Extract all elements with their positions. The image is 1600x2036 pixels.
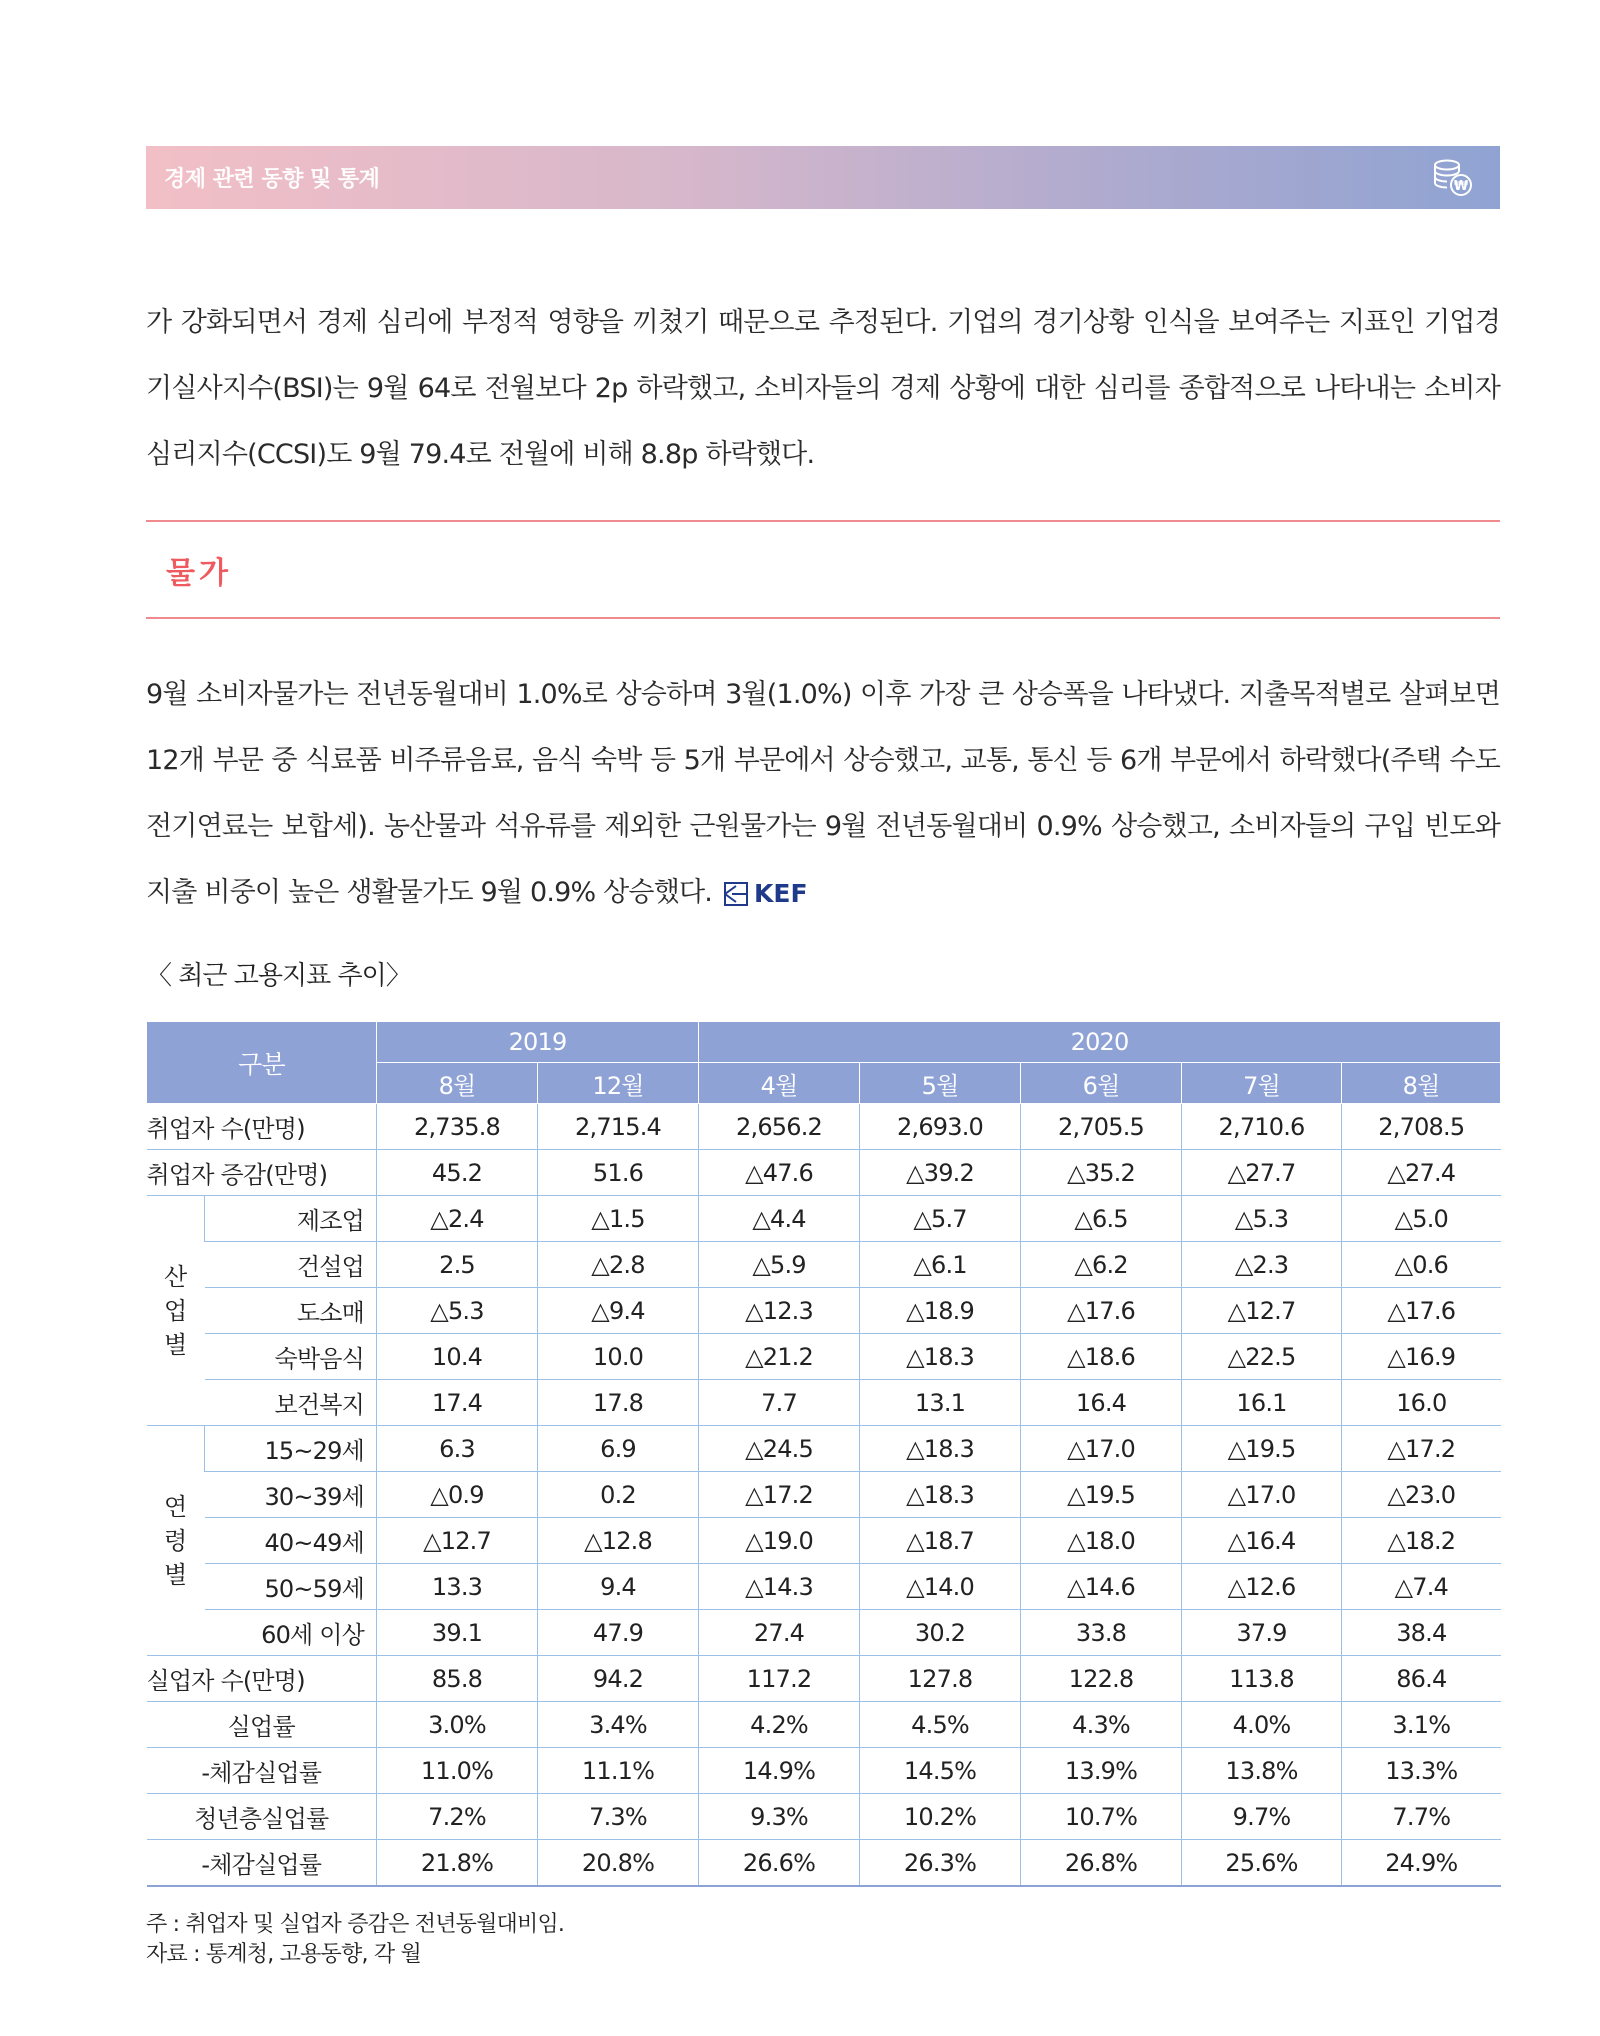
table-cell: △19.5 xyxy=(1021,1472,1182,1518)
price-paragraph-text: 9월 소비자물가는 전년동월대비 1.0%로 상승하며 3월(1.0%) 이후 가장 큰 상승폭을 나타냈다. 지출목적별로 살펴보면 12개 부문 중 식료품 비주류음료, 음식 숙박 등 5개 부문에서 상승했고, 교통, 통신 등 6개 부문에서 하락했다(주택 수도 전기연료는 보합세). 농산물과 석유류를 제외한 근원물가는 9월 전년동월대비 0.9% 상승했고, 소비자들의 구입 빈도와 지출 비중이 높은 생활물가도 9월 0.9% 상승했다. xyxy=(146,679,1500,908)
table-cell: △17.2 xyxy=(699,1472,860,1518)
table-cell: 113.8 xyxy=(1182,1656,1342,1702)
table-cell: 13.1 xyxy=(860,1380,1021,1426)
table-cell: 3.1% xyxy=(1342,1702,1501,1748)
table-cell: 9.3% xyxy=(699,1794,860,1840)
kef-logo-text: KEF xyxy=(754,878,808,908)
table-cell: 2,735.8 xyxy=(377,1104,538,1150)
table-cell: △39.2 xyxy=(860,1150,1021,1196)
table-row xyxy=(147,1702,1501,1748)
coin-stack-won-icon xyxy=(1432,158,1474,198)
table-cell: 17.8 xyxy=(538,1380,699,1426)
table-cell: △12.3 xyxy=(699,1288,860,1334)
table-cell: △4.4 xyxy=(699,1196,860,1242)
table-cell: △19.5 xyxy=(1182,1426,1342,1472)
table-cell: △27.4 xyxy=(1342,1150,1501,1196)
table-cell: △5.0 xyxy=(1342,1196,1501,1242)
price-paragraph xyxy=(146,662,1500,927)
table-cell: △21.2 xyxy=(699,1334,860,1380)
table-cell: 25.6% xyxy=(1182,1840,1342,1887)
table-cell: △0.6 xyxy=(1342,1242,1501,1288)
table-row xyxy=(147,1472,1501,1518)
table-cell: △12.7 xyxy=(377,1518,538,1564)
table-cell: 117.2 xyxy=(699,1656,860,1702)
table-cell: △16.4 xyxy=(1182,1518,1342,1564)
table-cell: 21.8% xyxy=(377,1840,538,1887)
table-cell: △12.6 xyxy=(1182,1564,1342,1610)
section-rule-top xyxy=(146,520,1500,522)
table-cell: 2,715.4 xyxy=(538,1104,699,1150)
table-row xyxy=(147,1656,1501,1702)
row-label: 50~59세 xyxy=(205,1564,377,1610)
table-cell: 7.7% xyxy=(1342,1794,1501,1840)
table-cell: 13.3% xyxy=(1342,1748,1501,1794)
table-cell: 4.2% xyxy=(699,1702,860,1748)
table-cell: △35.2 xyxy=(1021,1150,1182,1196)
table-cell: △14.0 xyxy=(860,1564,1021,1610)
intro-paragraph: 가 강화되면서 경제 심리에 부정적 영향을 끼쳤기 때문으로 추정된다. 기업의 경기상황 인식을 보여주는 지표인 기업경기실사지수(BSI)는 9월 64로 전월보다 2p 하락했고, 소비자들의 경제 상황에 대한 심리를 종합적으로 나타내는 소비자심리지수(CCSI)도 9월 79.4로 전월에 비해 8.8p 하락했다. xyxy=(146,307,1500,470)
table-cell: 37.9 xyxy=(1182,1610,1342,1656)
table-cell: △2.3 xyxy=(1182,1242,1342,1288)
table-cell: 17.4 xyxy=(377,1380,538,1426)
table-row xyxy=(147,1242,1501,1288)
table-cell: 13.8% xyxy=(1182,1748,1342,1794)
table-cell: 11.1% xyxy=(538,1748,699,1794)
table-cell: 47.9 xyxy=(538,1610,699,1656)
table-cell: 6.3 xyxy=(377,1426,538,1472)
table-cell: △18.9 xyxy=(860,1288,1021,1334)
table-title: 〈 최근 고용지표 추이〉 xyxy=(146,961,411,991)
table-cell: 27.4 xyxy=(699,1610,860,1656)
table-cell: 39.1 xyxy=(377,1610,538,1656)
table-cell: 30.2 xyxy=(860,1610,1021,1656)
group-label-age: 연 령 별 xyxy=(147,1426,205,1656)
table-cell: 10.7% xyxy=(1021,1794,1182,1840)
table-row xyxy=(147,1610,1501,1656)
table-cell: 14.9% xyxy=(699,1748,860,1794)
month-header: 12월 xyxy=(538,1063,699,1104)
table-cell: 4.3% xyxy=(1021,1702,1182,1748)
section-header-bar xyxy=(146,146,1500,209)
table-cell: △47.6 xyxy=(699,1150,860,1196)
table-cell: 6.9 xyxy=(538,1426,699,1472)
table-cell: 2,710.6 xyxy=(1182,1104,1342,1150)
table-cell: △22.5 xyxy=(1182,1334,1342,1380)
table-cell: 16.4 xyxy=(1021,1380,1182,1426)
row-label: 30~39세 xyxy=(205,1472,377,1518)
kef-logo-mark xyxy=(724,882,748,906)
table-row xyxy=(147,1840,1501,1887)
row-label: 청년층실업률 xyxy=(147,1794,377,1840)
table-cell: 2,656.2 xyxy=(699,1104,860,1150)
table-cell: △14.3 xyxy=(699,1564,860,1610)
table-cell: 7.7 xyxy=(699,1380,860,1426)
row-label: 도소매 xyxy=(205,1288,377,1334)
table-row xyxy=(147,1794,1501,1840)
header-title: 경제 관련 동향 및 통계 xyxy=(164,167,380,192)
row-label: 취업자 수(만명) xyxy=(147,1104,377,1150)
table-cell: △18.0 xyxy=(1021,1518,1182,1564)
table-cell: 122.8 xyxy=(1021,1656,1182,1702)
table-cell: 94.2 xyxy=(538,1656,699,1702)
table-cell: 2,705.5 xyxy=(1021,1104,1182,1150)
table-cell: 45.2 xyxy=(377,1150,538,1196)
table-cell: 20.8% xyxy=(538,1840,699,1887)
table-cell: 9.4 xyxy=(538,1564,699,1610)
row-label: 제조업 xyxy=(205,1196,377,1242)
table-cell: △5.7 xyxy=(860,1196,1021,1242)
table-cell: 2,693.0 xyxy=(860,1104,1021,1150)
kef-logo xyxy=(724,861,808,927)
month-header: 6월 xyxy=(1021,1063,1182,1104)
table-cell: △12.7 xyxy=(1182,1288,1342,1334)
table-cell: 3.4% xyxy=(538,1702,699,1748)
row-label: 15~29세 xyxy=(205,1426,377,1472)
table-cell: 4.5% xyxy=(860,1702,1021,1748)
table-cell: 9.7% xyxy=(1182,1794,1342,1840)
table-cell: △14.6 xyxy=(1021,1564,1182,1610)
table-cell: △12.8 xyxy=(538,1518,699,1564)
table-row xyxy=(147,1564,1501,1610)
table-cell: △19.0 xyxy=(699,1518,860,1564)
table-cell: 11.0% xyxy=(377,1748,538,1794)
table-cell: 10.2% xyxy=(860,1794,1021,1840)
table-cell: △2.8 xyxy=(538,1242,699,1288)
table-cell: △1.5 xyxy=(538,1196,699,1242)
month-header: 5월 xyxy=(860,1063,1021,1104)
month-header: 8월 xyxy=(377,1063,538,1104)
table-source: 자료 : 통계청, 고용동향, 각 월 xyxy=(146,1942,421,1967)
table-cell: △7.4 xyxy=(1342,1564,1501,1610)
year-header: 2019 xyxy=(377,1022,699,1063)
table-cell: △6.2 xyxy=(1021,1242,1182,1288)
table-cell: 51.6 xyxy=(538,1150,699,1196)
table-cell: △6.5 xyxy=(1021,1196,1182,1242)
table-cell: 26.8% xyxy=(1021,1840,1182,1887)
table-note: 주 : 취업자 및 실업자 증감은 전년동월대비임. xyxy=(146,1912,565,1937)
table-cell: 10.0 xyxy=(538,1334,699,1380)
svg-text:₩: ₩ xyxy=(1453,179,1469,194)
table-cell: △17.0 xyxy=(1182,1472,1342,1518)
row-label: 취업자 증감(만명) xyxy=(147,1150,377,1196)
row-label: 실업자 수(만명) xyxy=(147,1656,377,1702)
table-cell: 86.4 xyxy=(1342,1656,1501,1702)
table-cell: △9.4 xyxy=(538,1288,699,1334)
table-cell: 26.3% xyxy=(860,1840,1021,1887)
table-row xyxy=(147,1288,1501,1334)
row-label: -체감실업률 xyxy=(147,1748,377,1794)
table-cell: 13.9% xyxy=(1021,1748,1182,1794)
table-cell: 26.6% xyxy=(699,1840,860,1887)
row-label: 60세 이상 xyxy=(205,1610,377,1656)
table-cell: △18.3 xyxy=(860,1334,1021,1380)
table-cell: △6.1 xyxy=(860,1242,1021,1288)
table-cell: △5.9 xyxy=(699,1242,860,1288)
table-cell: △18.6 xyxy=(1021,1334,1182,1380)
month-header: 8월 xyxy=(1342,1063,1501,1104)
table-cell: 24.9% xyxy=(1342,1840,1501,1887)
table-row xyxy=(147,1150,1501,1196)
table-cell: △18.2 xyxy=(1342,1518,1501,1564)
section-rule-bottom xyxy=(146,617,1500,619)
table-cell: △5.3 xyxy=(377,1288,538,1334)
table-cell: 2,708.5 xyxy=(1342,1104,1501,1150)
table-row xyxy=(147,1426,1501,1472)
table-cell: △17.6 xyxy=(1021,1288,1182,1334)
table-cell: △17.2 xyxy=(1342,1426,1501,1472)
row-label: 보건복지 xyxy=(205,1380,377,1426)
section-title: 물가 xyxy=(166,556,232,591)
row-label: 40~49세 xyxy=(205,1518,377,1564)
table-cell: 13.3 xyxy=(377,1564,538,1610)
table-cell: △24.5 xyxy=(699,1426,860,1472)
table-cell: 14.5% xyxy=(860,1748,1021,1794)
month-header: 7월 xyxy=(1182,1063,1342,1104)
table-row xyxy=(147,1104,1501,1150)
table-cell: 16.0 xyxy=(1342,1380,1501,1426)
row-label: 실업률 xyxy=(147,1702,377,1748)
table-cell: △18.3 xyxy=(860,1472,1021,1518)
table-cell: 4.0% xyxy=(1182,1702,1342,1748)
table-cell: 2.5 xyxy=(377,1242,538,1288)
row-label: -체감실업률 xyxy=(147,1840,377,1887)
group-label-industry: 산 업 별 xyxy=(147,1196,205,1426)
table-cell: 33.8 xyxy=(1021,1610,1182,1656)
table-row xyxy=(147,1196,1501,1242)
table-cell: △5.3 xyxy=(1182,1196,1342,1242)
table-cell: △23.0 xyxy=(1342,1472,1501,1518)
table-row xyxy=(147,1334,1501,1380)
table-cell: △27.7 xyxy=(1182,1150,1342,1196)
table-cell: 3.0% xyxy=(377,1702,538,1748)
table-cell: 10.4 xyxy=(377,1334,538,1380)
row-label: 건설업 xyxy=(205,1242,377,1288)
table-cell: △17.6 xyxy=(1342,1288,1501,1334)
month-header: 4월 xyxy=(699,1063,860,1104)
table-cell: △0.9 xyxy=(377,1472,538,1518)
table-cell: 127.8 xyxy=(860,1656,1021,1702)
table-cell: 16.1 xyxy=(1182,1380,1342,1426)
table-cell: 7.2% xyxy=(377,1794,538,1840)
category-header: 구분 xyxy=(147,1022,377,1104)
table-cell: 38.4 xyxy=(1342,1610,1501,1656)
table-cell: △18.7 xyxy=(860,1518,1021,1564)
table-cell: 85.8 xyxy=(377,1656,538,1702)
table-cell: 0.2 xyxy=(538,1472,699,1518)
table-cell: △18.3 xyxy=(860,1426,1021,1472)
year-header: 2020 xyxy=(699,1022,1501,1063)
table-cell: △16.9 xyxy=(1342,1334,1501,1380)
table-cell: 7.3% xyxy=(538,1794,699,1840)
table-cell: △17.0 xyxy=(1021,1426,1182,1472)
table-row xyxy=(147,1748,1501,1794)
table-row xyxy=(147,1518,1501,1564)
table-cell: △2.4 xyxy=(377,1196,538,1242)
employment-indicators-table xyxy=(146,1021,1501,1887)
table-row xyxy=(147,1380,1501,1426)
row-label: 숙박음식 xyxy=(205,1334,377,1380)
